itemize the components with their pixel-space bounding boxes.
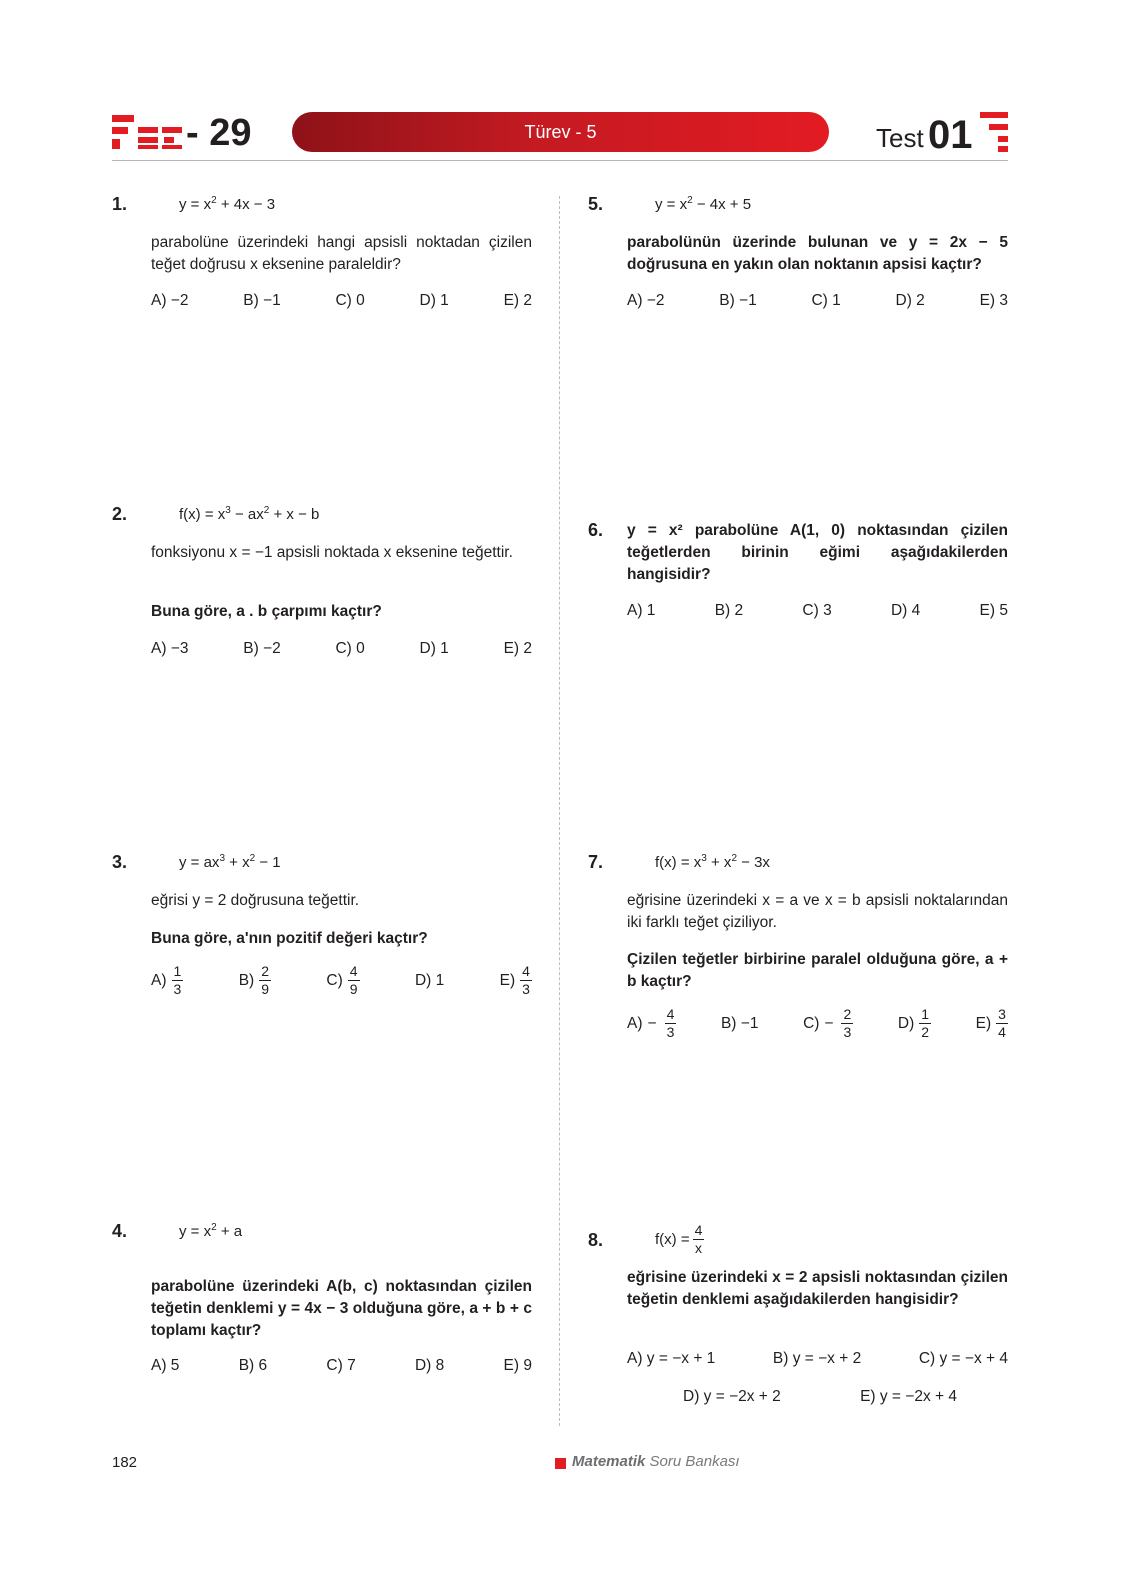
option-d[interactable]: D) 4 [890,602,921,619]
question-number: 8. [588,1230,604,1250]
option-c[interactable]: C) 1 [811,292,841,309]
answer-options-row-2 [683,1388,957,1406]
question-equation: $y = x^2 + 4x - 3$ [179,195,276,213]
page-number: 182 [112,1454,138,1471]
option-b[interactable]: B) $\frac{2}{9}$ [238,963,269,997]
faz-number: - 29 [186,112,252,154]
footer-brand-rest: Soru Bankası [649,1453,740,1470]
option-c[interactable]: C) 0 [335,292,365,309]
question-text: fonksiyonu x = −1 apsisli noktada x eksenine teğettir. [151,544,513,561]
question-text: parabolüne üzerindeki A(b, c) noktasından çizilen teğetin denklemi y = 4x − 3 olduğuna göre, a + b + c toplamı kaçtır? [151,1278,532,1339]
question-3 [112,850,532,1010]
answer-options [151,292,532,310]
option-e[interactable]: E) y = −2x + 4 [860,1388,957,1405]
option-b[interactable]: B) y = −x + 2 [772,1350,862,1367]
option-c[interactable]: C) 7 [326,1357,356,1374]
question-prompt: Çizilen teğetler birbirine paralel olduğuna göre, a + b kaçtır? [627,951,1008,990]
fraction: $\frac{3}{4}$ [998,1006,1006,1040]
fraction: $\frac{2}{3}$ [843,1006,852,1040]
option-a[interactable]: A) y = −x + 1 [627,1350,716,1367]
option-b[interactable]: B) 6 [238,1357,268,1374]
option-a[interactable]: A) −2 [627,292,665,309]
option-a[interactable]: A) − $\frac{4}{3}$ [627,1006,675,1040]
fraction: $\frac{2}{9}$ [261,963,269,997]
question-text: parabolünün üzerinde bulunan ve y = 2x − 5 doğrusuna en yakın olan noktanın apsisi kaçtır? [627,234,1008,273]
option-e[interactable]: E) 2 [503,292,532,309]
option-e[interactable]: E) 9 [503,1357,532,1374]
question-number: 5. [588,194,604,214]
option-a[interactable]: A) 1 [627,602,656,619]
question-number: 3. [112,852,128,872]
option-d[interactable]: D) $\frac{1}{2}$ [897,1006,930,1040]
question-6 [588,518,1008,628]
question-prompt: Buna göre, a'nın pozitif değeri kaçtır? [151,930,428,947]
answer-options [151,963,532,998]
option-b[interactable]: B) 2 [714,602,744,619]
option-d[interactable]: D) 1 [419,292,449,309]
faz-logo [112,112,182,154]
question-equation: f(x) = $\frac{4}{x}$ [655,1222,703,1256]
question-number: 7. [588,852,604,872]
option-c[interactable]: C) − $\frac{2}{3}$ [803,1006,852,1040]
option-d[interactable]: D) 1 [419,640,449,657]
option-e[interactable]: E) 5 [979,602,1008,619]
question-4 [112,1219,532,1389]
question-8 [588,1220,1008,1410]
option-b[interactable]: B) −2 [243,640,281,657]
question-equation: $y = x^2 - 4x + 5$ [655,195,752,213]
option-d[interactable]: D) 2 [895,292,925,309]
answer-options [151,640,532,658]
fraction: $\frac{4}{9}$ [349,963,358,997]
question-equation: $f(x) = x^3 + x^2 - 3x$ [655,853,770,871]
question-number: 6. [588,520,604,540]
column-divider [559,196,560,1426]
question-text: eğrisine üzerindeki x = a ve x = b apsisli noktalarından iki farklı teğet çiziliyor. [627,892,1008,931]
answer-options [627,1006,1008,1041]
option-e[interactable]: E) $\frac{4}{3}$ [499,963,530,997]
answer-options [151,1357,532,1375]
option-c[interactable]: C) $\frac{4}{9}$ [326,963,358,997]
option-e[interactable]: E) 3 [979,292,1008,309]
test-number: 01 [928,113,973,157]
option-d[interactable]: D) 8 [414,1357,445,1374]
answer-options-row-1 [627,1350,1008,1368]
option-a[interactable]: A) 5 [151,1357,180,1374]
option-e[interactable]: E) 2 [503,640,532,657]
option-a[interactable]: A) −3 [151,640,189,657]
question-equation: $f(x) = x^3 - ax^2 + x - b$ [179,505,320,523]
test-label: Test [876,123,924,153]
question-text: eğrisine üzerindeki x = 2 apsisli noktasından çizilen teğetin denklemi aşağıdakilerden hangisidir? [627,1269,1008,1308]
question-1 [112,192,532,322]
question-equation: $y = x^2 + a$ [179,1222,243,1240]
fraction: $\frac{1}{2}$ [921,1006,930,1040]
option-d[interactable]: D) 1 [414,971,445,989]
fraction: $\frac{1}{3}$ [173,963,182,997]
question-2 [112,502,532,672]
question-5 [588,192,1008,322]
footer-brand-bold: Matematik [572,1453,646,1470]
question-number: 4. [112,1221,128,1241]
question-text: y = x² parabolüne A(1, 0) noktasından çizilen teğetlerden birinin eğimi aşağıdakilerden hangisidir? [627,522,1008,583]
question-text: eğrisi y = 2 doğrusuna teğettir. [151,892,360,909]
option-b[interactable]: B) −1 [719,292,757,309]
fraction: $\frac{4}{3}$ [522,963,530,997]
option-c[interactable]: C) 3 [802,602,832,619]
answer-options [627,602,1008,620]
option-a[interactable]: A) $\frac{1}{3}$ [151,963,182,997]
topic-banner: Türev - 5 [292,112,829,152]
option-b[interactable]: B) −1 [720,1014,759,1032]
option-c[interactable]: C) 0 [335,640,365,657]
answer-options [627,292,1008,310]
question-text: parabolüne üzerindeki hangi apsisli noktadan çizilen teğet doğrusu x eksenine paraleldir? [151,234,532,273]
option-e[interactable]: E) $\frac{3}{4}$ [975,1006,1006,1040]
option-c[interactable]: C) y = −x + 4 [918,1350,1008,1367]
question-prompt: Buna göre, a . b çarpımı kaçtır? [151,603,382,620]
header-rule [112,160,1008,161]
fraction: $\frac{4}{x}$ [694,1222,703,1256]
option-d[interactable]: D) y = −2x + 2 [683,1388,781,1405]
question-equation: $y = ax^3 + x^2 - 1$ [179,853,281,871]
question-number: 1. [112,194,128,214]
footer-brand [572,1453,740,1470]
question-7 [588,850,1008,1050]
question-number: 2. [112,504,128,524]
option-a[interactable]: A) −2 [151,292,189,309]
test-brand-icon [980,111,1008,153]
fraction: $\frac{4}{3}$ [666,1006,675,1040]
footer-square-icon [555,1458,566,1469]
option-b[interactable]: B) −1 [243,292,281,309]
